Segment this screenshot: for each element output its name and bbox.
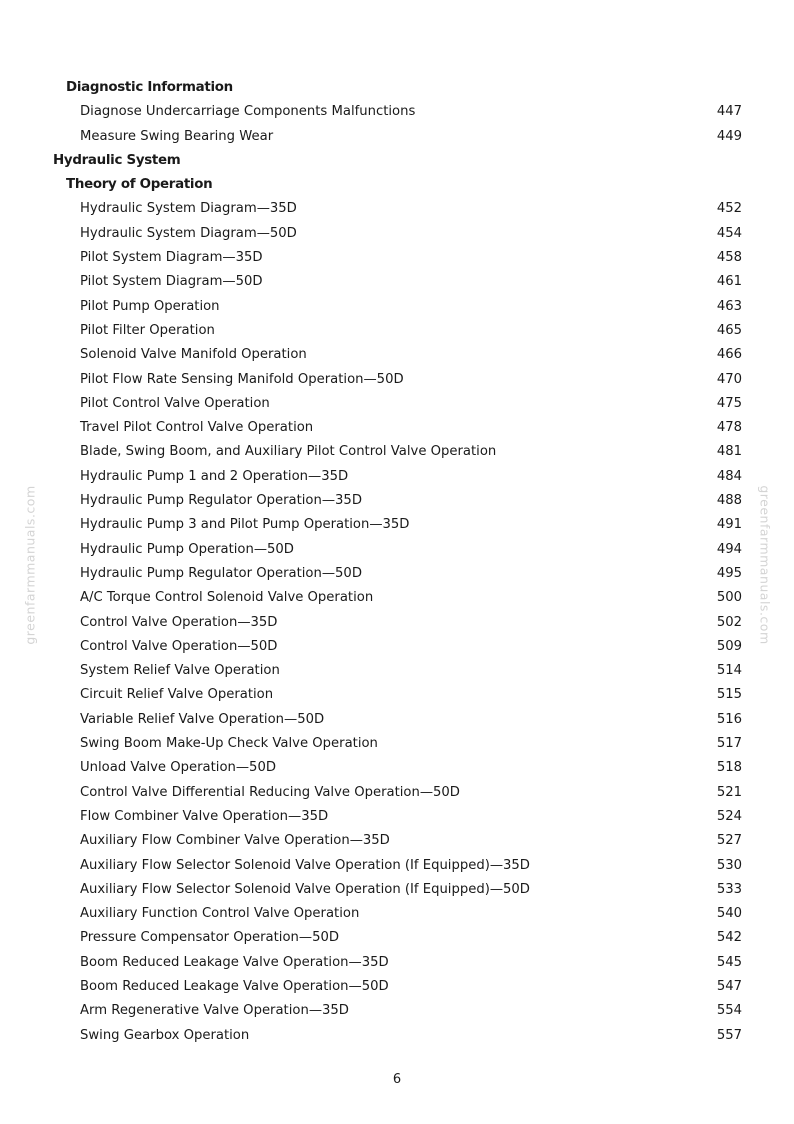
toc-entry[interactable] (0, 197, 794, 221)
toc-entry-page: 447 (716, 104, 742, 120)
toc-entry-title: Pilot System Diagram—35D (80, 250, 263, 266)
toc-entry-page: 542 (716, 930, 742, 946)
toc-entry-title: System Relief Valve Operation (80, 663, 280, 679)
toc-entry-page: 554 (716, 1003, 742, 1019)
toc-entry-page: 540 (716, 906, 742, 922)
toc-entry-page: 547 (716, 978, 742, 994)
toc-entry-title: A/C Torque Control Solenoid Valve Operation (80, 590, 374, 606)
toc-entry-title: Hydraulic System Diagram—35D (80, 201, 297, 217)
toc-entry[interactable] (0, 222, 794, 246)
toc-entry[interactable] (0, 683, 794, 707)
toc-subsection-heading (0, 173, 794, 197)
toc-entry-page: 481 (716, 444, 742, 460)
toc-entry[interactable] (0, 246, 794, 270)
toc-entry-page: 545 (716, 954, 742, 970)
toc-entry[interactable] (0, 781, 794, 805)
toc-entry[interactable] (0, 951, 794, 975)
toc-entry-page: 465 (716, 322, 742, 338)
toc-entry[interactable] (0, 295, 794, 319)
toc-entry-title: Arm Regenerative Valve Operation—35D (80, 1003, 349, 1019)
toc-entry-title: Auxiliary Flow Combiner Valve Operation—35D (80, 833, 390, 849)
toc-entry-page: 524 (716, 808, 742, 824)
toc-entry-page: 488 (716, 493, 742, 509)
toc-entry[interactable] (0, 878, 794, 902)
toc-entry-page: 463 (716, 298, 742, 314)
toc-subsection-heading (0, 76, 794, 100)
toc-entry[interactable] (0, 902, 794, 926)
toc-entry-page: 527 (716, 833, 742, 849)
toc-entry-title: Circuit Relief Valve Operation (80, 687, 274, 703)
toc-entry[interactable] (0, 562, 794, 586)
toc-entry-page: 557 (716, 1027, 742, 1043)
toc-entry[interactable] (0, 368, 794, 392)
toc-entry-page: 452 (716, 201, 742, 217)
toc-entry-title: Boom Reduced Leakage Valve Operation—35D (80, 954, 389, 970)
toc-entry-title: Hydraulic System (53, 152, 181, 168)
toc-entry-page: 533 (716, 881, 742, 897)
toc-entry[interactable] (0, 732, 794, 756)
watermark-right: greenfarmmanuals.com (757, 485, 773, 645)
toc-entry[interactable] (0, 513, 794, 537)
toc-entry-page: 502 (716, 614, 742, 630)
toc-entry-page: 495 (716, 565, 742, 581)
toc-entry[interactable] (0, 926, 794, 950)
toc-entry-page: 458 (716, 250, 742, 266)
toc-entry-title: Blade, Swing Boom, and Auxiliary Pilot Control Valve Operation (80, 444, 497, 460)
toc-entry[interactable] (0, 586, 794, 610)
toc-entry-page: 500 (716, 590, 742, 606)
toc-entry[interactable] (0, 270, 794, 294)
toc-entry-title: Control Valve Differential Reducing Valve Operation—50D (80, 784, 460, 800)
toc-entry-page: 521 (716, 784, 742, 800)
toc-entry[interactable] (0, 1024, 794, 1048)
toc-entry[interactable] (0, 854, 794, 878)
toc-entry-title: Auxiliary Function Control Valve Operation (80, 906, 360, 922)
toc-entry-title: Control Valve Operation—35D (80, 614, 278, 630)
toc-entry-title: Diagnostic Information (66, 80, 233, 95)
toc-entry-page: 530 (716, 857, 742, 873)
toc-entry-page: 516 (716, 711, 742, 727)
toc-entry-page: 475 (716, 395, 742, 411)
toc-entry-title: Hydraulic Pump 1 and 2 Operation—35D (80, 468, 349, 484)
toc-entry[interactable] (0, 708, 794, 732)
toc-entry[interactable] (0, 392, 794, 416)
toc-entry-title: Auxiliary Flow Selector Solenoid Valve Operation (If Equipped)—35D (80, 857, 530, 873)
toc-entry[interactable] (0, 343, 794, 367)
watermark-left: greenfarmmanuals.com (22, 485, 38, 645)
toc-entry-title: Hydraulic Pump Regulator Operation—50D (80, 565, 362, 581)
toc-entry-page: 518 (716, 760, 742, 776)
toc-entry[interactable] (0, 319, 794, 343)
page-number: 6 (392, 1072, 402, 1087)
toc-entry-page: 517 (716, 736, 742, 752)
toc-entry-title: Hydraulic Pump Regulator Operation—35D (80, 493, 362, 509)
toc-entry-title: Pilot Pump Operation (80, 298, 220, 314)
toc-entry-title: Hydraulic Pump Operation—50D (80, 541, 294, 557)
toc-entry-title: Swing Gearbox Operation (80, 1027, 250, 1043)
toc-entry-title: Unload Valve Operation—50D (80, 760, 276, 776)
toc-entry-page: 461 (716, 274, 742, 290)
toc-entry-title: Variable Relief Valve Operation—50D (80, 711, 325, 727)
toc-entry[interactable] (0, 611, 794, 635)
toc-entry[interactable] (0, 999, 794, 1023)
toc-entry-title: Boom Reduced Leakage Valve Operation—50D (80, 978, 389, 994)
toc-entry[interactable] (0, 659, 794, 683)
toc-entry[interactable] (0, 756, 794, 780)
toc-entry-page: 470 (716, 371, 742, 387)
toc-entry-title: Diagnose Undercarriage Components Malfunctions (80, 104, 416, 120)
toc-entry-page: 515 (716, 687, 742, 703)
toc-entry[interactable] (0, 440, 794, 464)
toc-entry[interactable] (0, 805, 794, 829)
toc-entry-title: Measure Swing Bearing Wear (80, 128, 274, 144)
toc-entry[interactable] (0, 125, 794, 149)
toc-entry[interactable] (0, 635, 794, 659)
toc-entry-title: Pressure Compensator Operation—50D (80, 930, 340, 946)
toc-entry-title: Pilot System Diagram—50D (80, 274, 263, 290)
toc-entry-page: 478 (716, 420, 742, 436)
toc-entry[interactable] (0, 538, 794, 562)
toc-entry-title: Flow Combiner Valve Operation—35D (80, 808, 329, 824)
toc-entry[interactable] (0, 489, 794, 513)
toc-entry-title: Solenoid Valve Manifold Operation (80, 347, 307, 363)
toc-entry-page: 484 (716, 468, 742, 484)
toc-entry[interactable] (0, 416, 794, 440)
toc-entry-title: Pilot Control Valve Operation (80, 395, 270, 411)
toc-entry[interactable] (0, 829, 794, 853)
toc-entry-page: 494 (716, 541, 742, 557)
toc-section-heading (0, 149, 794, 173)
toc-entry-page: 509 (716, 638, 742, 654)
toc-entry-title: Travel Pilot Control Valve Operation (80, 420, 314, 436)
table-of-contents (0, 76, 794, 1048)
toc-entry-page: 491 (716, 517, 742, 533)
toc-entry-title: Pilot Filter Operation (80, 322, 215, 338)
toc-entry-page: 454 (716, 225, 742, 241)
toc-entry-page: 514 (716, 663, 742, 679)
toc-entry-page: 466 (716, 347, 742, 363)
toc-entry-title: Pilot Flow Rate Sensing Manifold Operation—50D (80, 371, 404, 387)
toc-entry-title: Theory of Operation (66, 177, 213, 193)
toc-entry-title: Swing Boom Make-Up Check Valve Operation (80, 736, 378, 752)
toc-entry-title: Hydraulic Pump 3 and Pilot Pump Operation—35D (80, 517, 410, 533)
toc-entry-title: Auxiliary Flow Selector Solenoid Valve Operation (If Equipped)—50D (80, 881, 530, 897)
toc-entry[interactable] (0, 975, 794, 999)
toc-entry[interactable] (0, 100, 794, 124)
toc-entry-page: 449 (716, 128, 742, 144)
toc-entry-title: Hydraulic System Diagram—50D (80, 225, 297, 241)
toc-entry-title: Control Valve Operation—50D (80, 638, 278, 654)
toc-entry[interactable] (0, 465, 794, 489)
